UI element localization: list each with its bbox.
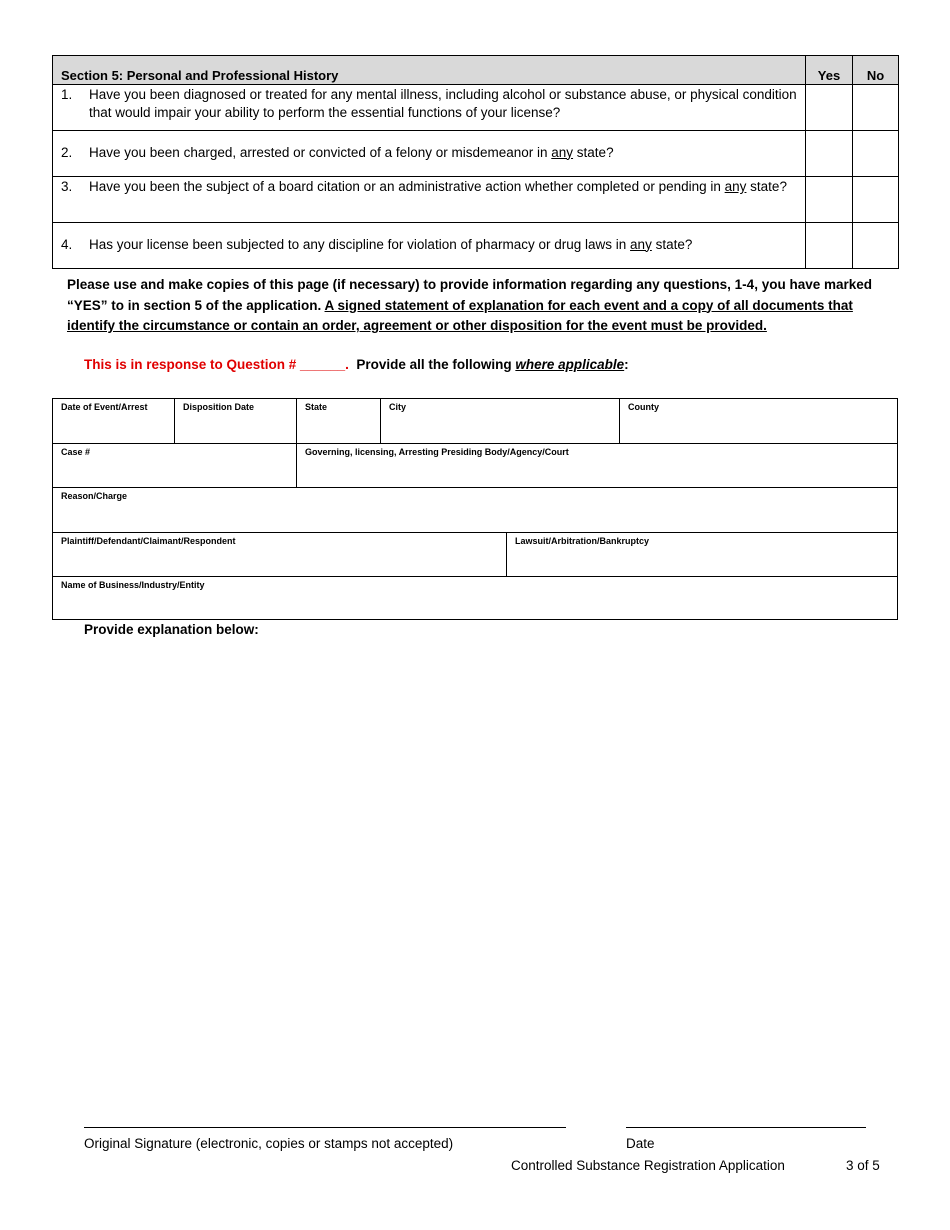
question-text: Have you been diagnosed or treated for any mental illness, including alcohol or substance abuse, or physical condition that would impair your ability to perform the essential functions of your license? [89, 87, 797, 120]
no-header: No [853, 56, 899, 85]
disposition-date-field[interactable] [175, 399, 297, 444]
provide-text: Provide all the following [356, 357, 516, 372]
field-label: Disposition Date [183, 402, 255, 412]
governing-body-field[interactable] [297, 444, 897, 488]
field-label: Governing, licensing, Arresting Presiding Body/Agency/Court [305, 447, 569, 457]
question-emphasis: any [724, 179, 747, 194]
question-3-no-box[interactable] [853, 177, 899, 223]
colon: : [624, 357, 629, 372]
question-1 [53, 85, 806, 131]
field-label: Lawsuit/Arbitration/Bankruptcy [515, 536, 650, 546]
question-4 [53, 223, 806, 269]
field-label: Name of Business/Industry/Entity [61, 580, 205, 590]
date-line[interactable] [626, 1127, 866, 1128]
city-field[interactable] [381, 399, 620, 444]
field-label: Case # [61, 447, 91, 457]
signature-label: Original Signature (electronic, copies or stamps not accepted) [84, 1136, 454, 1151]
business-name-field[interactable] [53, 577, 897, 619]
explanation-label: Provide explanation below: [84, 622, 259, 637]
question-text-part: state? [573, 144, 614, 160]
date-of-event-field[interactable] [53, 399, 175, 444]
instructions-requirement: A signed statement of explanation for each event and a copy of all documents that identify the circumstance or contain an order, agreement or other disposition for the event must be provided. [67, 297, 853, 333]
question-4-no-box[interactable] [853, 223, 899, 269]
question-2-yes-box[interactable] [806, 131, 853, 177]
question-text-part: Have you been the subject of a board citation or an administrative action whether completed or pending in [89, 179, 725, 194]
lawsuit-field[interactable] [507, 533, 897, 577]
section5-table [52, 55, 899, 269]
question-number: 1. [61, 87, 73, 102]
question-3 [53, 177, 806, 223]
footer-doc-title: Controlled Substance Registration Application [511, 1158, 785, 1173]
yes-header: Yes [806, 56, 853, 85]
question-text-part: Have you been charged, arrested or convicted of a felony or misdemeanor in [89, 144, 552, 160]
question-1-yes-box[interactable] [806, 85, 853, 131]
state-field[interactable] [297, 399, 381, 444]
question-1-no-box[interactable] [853, 85, 899, 131]
footer-page-number: 3 of 5 [846, 1158, 880, 1173]
question-text [89, 236, 797, 254]
question-4-yes-box[interactable] [806, 223, 853, 269]
question-reference[interactable]: This is in response to Question # ______. [84, 357, 349, 372]
question-text [89, 178, 797, 196]
county-field[interactable] [620, 399, 897, 444]
question-2 [53, 131, 806, 177]
question-3-yes-box[interactable] [806, 177, 853, 223]
section5-title: Section 5: Personal and Professional History [53, 56, 806, 85]
question-number: 3. [61, 179, 73, 194]
field-label: County [628, 402, 659, 412]
question-text-part: state? [746, 179, 787, 194]
where-applicable-text: where applicable [515, 357, 625, 372]
plaintiff-defendant-field[interactable] [53, 533, 507, 577]
instructions-paragraph [67, 275, 877, 337]
event-details-grid [52, 398, 898, 620]
field-label: Date of Event/Arrest [61, 402, 148, 412]
question-emphasis: any [630, 236, 652, 252]
question-number: 4. [61, 236, 73, 252]
question-emphasis: any [551, 144, 574, 160]
question-text [89, 144, 797, 162]
question-text-part: Has your license been subjected to any discipline for violation of pharmacy or drug laws in [89, 236, 631, 252]
field-label: State [305, 402, 328, 412]
field-label: City [389, 402, 407, 412]
question-number: 2. [61, 144, 73, 160]
response-line [84, 355, 629, 375]
field-label: Plaintiff/Defendant/Claimant/Respondent [61, 536, 236, 546]
instructions-text: Please use and make copies of this page (if necessary) to provide information regarding any questions, 1-4, you have marked “YES” to in section 5 of the application. [67, 277, 872, 313]
signature-line[interactable] [84, 1127, 566, 1128]
reason-charge-field[interactable] [53, 488, 897, 533]
question-2-no-box[interactable] [853, 131, 899, 177]
case-number-field[interactable] [53, 444, 297, 488]
field-label: Reason/Charge [61, 491, 128, 501]
date-label: Date [626, 1136, 655, 1151]
question-text-part: state? [651, 236, 693, 252]
